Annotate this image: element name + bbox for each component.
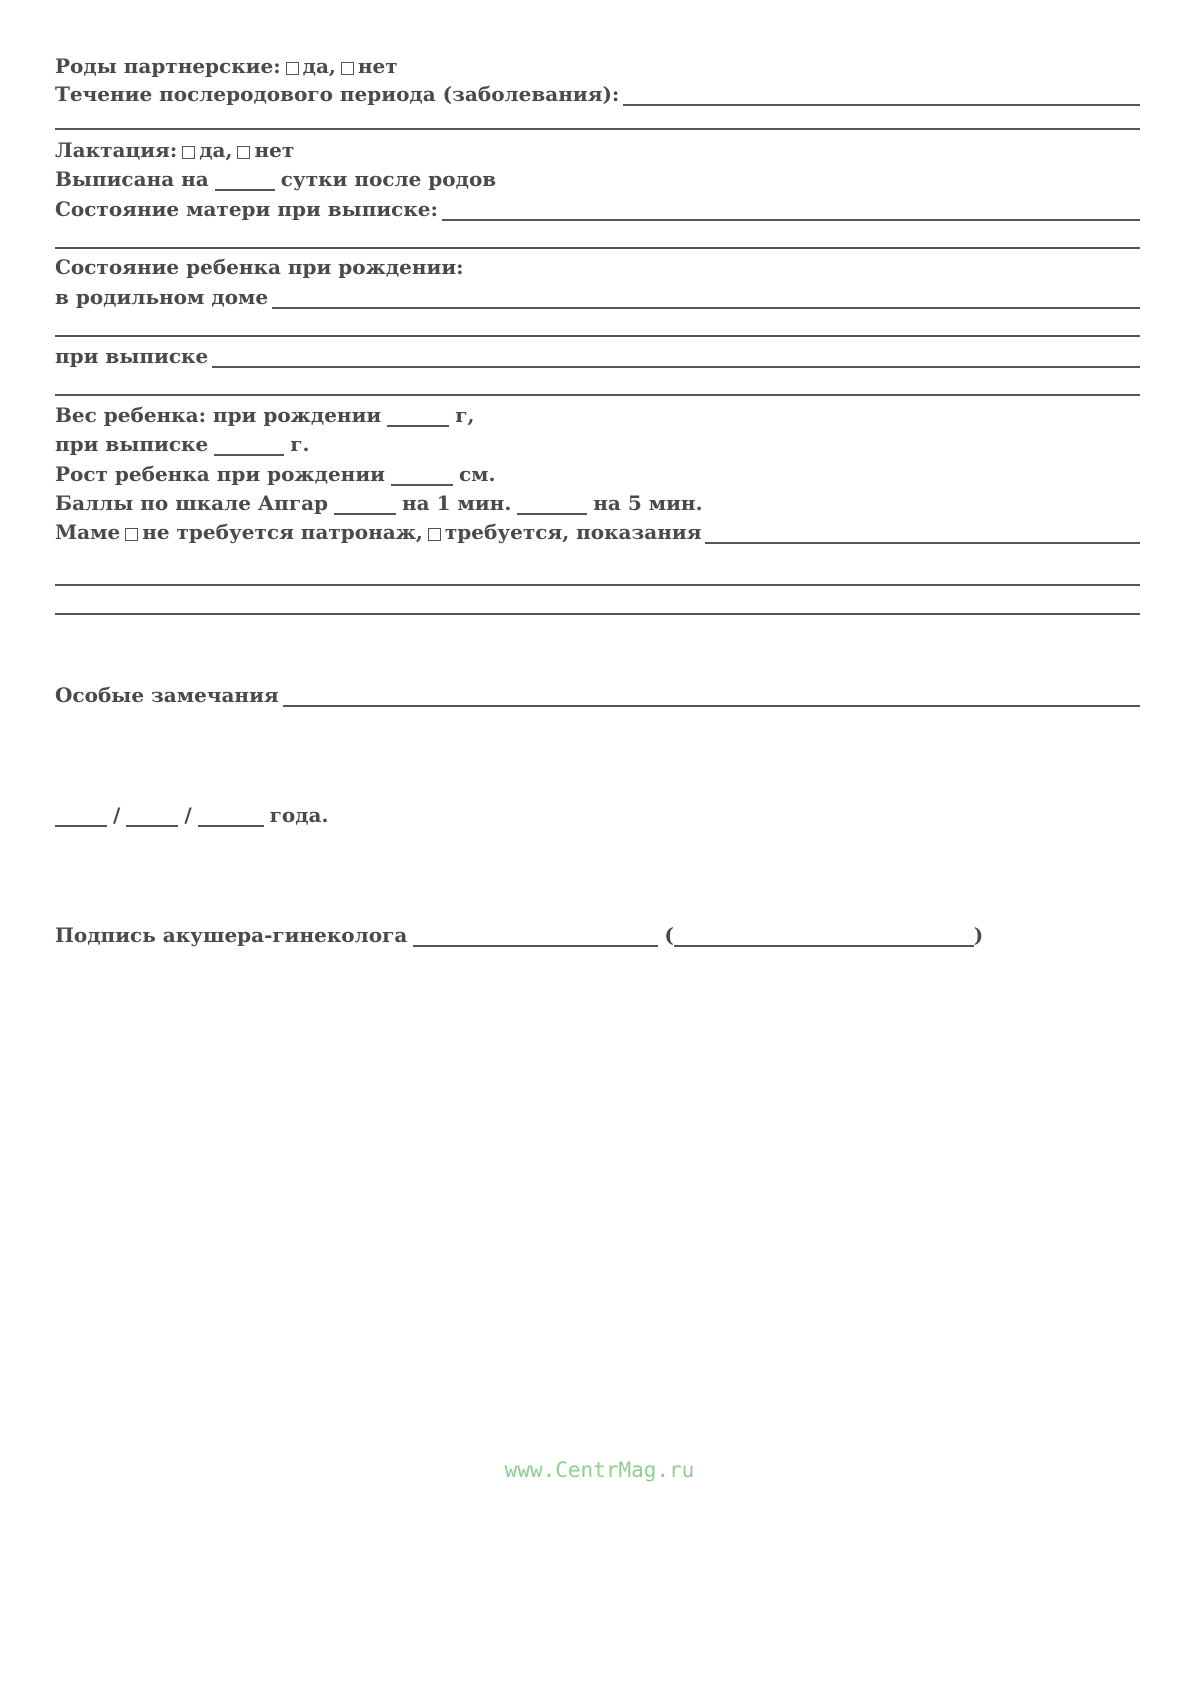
height-row <box>55 460 496 486</box>
apgar-row <box>55 489 703 515</box>
weight-birth-field[interactable] <box>387 405 449 427</box>
discharged-suffix: сутки после родов <box>280 167 497 191</box>
date-suffix: года. <box>269 803 329 827</box>
partner-birth-row <box>55 52 398 78</box>
signature-name-field[interactable] <box>674 925 974 947</box>
patronage-required-checkbox[interactable] <box>428 528 441 541</box>
patronage-indications-line3[interactable] <box>55 613 1140 615</box>
patronage-indications-line2[interactable] <box>55 584 1140 586</box>
weight-birth-unit: г, <box>455 403 475 427</box>
apgar-1min-label: на 1 мин. <box>402 491 512 515</box>
apgar-label: Баллы по шкале Апгар <box>55 491 329 515</box>
child-maternity-field-line2[interactable] <box>55 335 1140 337</box>
discharged-days-field[interactable] <box>215 169 275 191</box>
patronage-row <box>55 518 1140 544</box>
patronage-prefix: Маме <box>55 520 121 544</box>
date-month-field[interactable] <box>126 805 178 827</box>
signature-row <box>55 921 983 947</box>
height-field[interactable] <box>391 464 453 486</box>
weight-discharge-label: при выписке <box>55 432 209 456</box>
apgar-1min-field[interactable] <box>334 493 396 515</box>
height-label: Рост ребенка при рождении <box>55 462 385 486</box>
child-discharge-field[interactable] <box>212 346 1140 368</box>
partner-birth-label: Роды партнерские: <box>55 54 281 78</box>
weight-discharge-field[interactable] <box>214 434 284 456</box>
mother-state-row <box>55 195 1140 221</box>
partner-birth-no-label: нет <box>357 54 398 78</box>
lactation-no-checkbox[interactable] <box>237 146 250 159</box>
partner-birth-no-checkbox[interactable] <box>341 62 354 75</box>
child-maternity-label: в родильном доме <box>55 285 269 309</box>
postpartum-course-label: Течение послеродового периода (заболевания): <box>55 82 620 106</box>
watermark: www.CentrMag.ru <box>504 1458 695 1482</box>
lactation-no-label: нет <box>254 138 295 162</box>
apgar-5min-label: на 5 мин. <box>593 491 703 515</box>
discharged-prefix: Выписана на <box>55 167 209 191</box>
mother-state-field-line2[interactable] <box>55 247 1140 249</box>
lactation-yes-checkbox[interactable] <box>182 146 195 159</box>
weight-discharge-row <box>55 430 309 456</box>
child-state-label: Состояние ребенка при рождении: <box>55 255 464 279</box>
patronage-indications-field[interactable] <box>705 522 1140 544</box>
remarks-row <box>55 681 1140 707</box>
patronage-not-required-label: не требуется патронаж, <box>142 520 423 544</box>
lactation-label: Лактация: <box>55 138 178 162</box>
date-day-field[interactable] <box>55 805 107 827</box>
height-unit: см. <box>459 462 496 486</box>
child-maternity-row <box>55 283 1140 309</box>
signature-field[interactable] <box>413 925 658 947</box>
child-discharge-label: при выписке <box>55 344 209 368</box>
signature-close-paren: ) <box>973 923 984 947</box>
mother-state-label: Состояние матери при выписке: <box>55 197 438 221</box>
partner-birth-yes-checkbox[interactable] <box>286 62 299 75</box>
lactation-row <box>55 136 294 162</box>
patronage-not-required-checkbox[interactable] <box>125 528 138 541</box>
lactation-yes-label: да, <box>199 138 233 162</box>
child-maternity-field[interactable] <box>272 287 1140 309</box>
child-state-row <box>55 253 464 279</box>
signature-label: Подпись акушера-гинеколога <box>55 923 408 947</box>
postpartum-course-row <box>55 80 1140 106</box>
child-discharge-row <box>55 342 1140 368</box>
date-row <box>55 801 328 827</box>
remarks-field[interactable] <box>283 685 1140 707</box>
apgar-5min-field[interactable] <box>517 493 587 515</box>
partner-birth-yes-label: да, <box>302 54 336 78</box>
child-discharge-field-line2[interactable] <box>55 394 1140 396</box>
signature-open-paren: ( <box>664 923 674 947</box>
weight-birth-label: Вес ребенка: при рождении <box>55 403 382 427</box>
postpartum-course-field[interactable] <box>623 84 1140 106</box>
remarks-label: Особые замечания <box>55 683 279 707</box>
date-separator-2: / <box>184 803 192 827</box>
date-year-field[interactable] <box>198 805 264 827</box>
discharged-row <box>55 165 496 191</box>
date-separator-1: / <box>113 803 121 827</box>
weight-birth-row <box>55 401 474 427</box>
postpartum-course-field-line2[interactable] <box>55 128 1140 130</box>
weight-discharge-unit: г. <box>290 432 310 456</box>
mother-state-field[interactable] <box>442 199 1140 221</box>
patronage-required-label: требуется, показания <box>444 520 702 544</box>
